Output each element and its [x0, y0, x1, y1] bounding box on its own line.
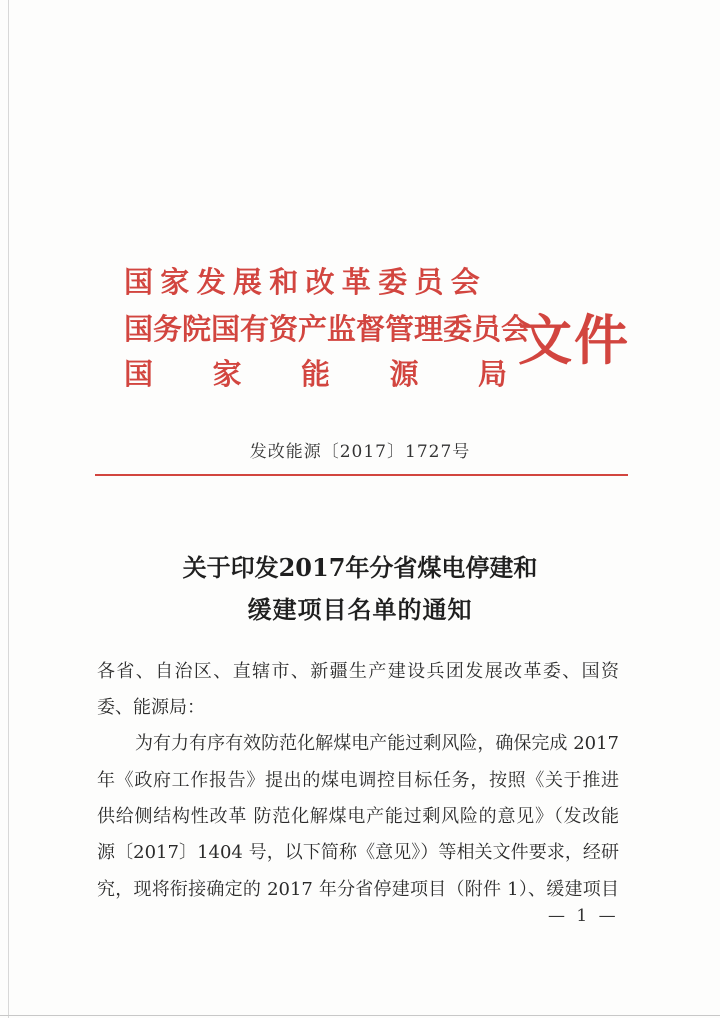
red-divider — [95, 474, 628, 476]
issuer-nea-char: 能 — [300, 357, 330, 391]
issuer-ndrc: 国家发展和改革委员会 — [124, 265, 488, 299]
issuer-nea-char: 国 — [124, 357, 154, 391]
issuer-sasac: 国务院国有资产监督管理委员会 — [124, 312, 531, 346]
body-line: 究，现将衔接确定的 2017 年分省停建项目（附件 1）、缓建项目 — [97, 879, 619, 900]
scan-edge — [0, 1015, 720, 1016]
body-line: 为有力有序有效防范化解煤电产能过剩风险，确保完成 2017 — [135, 733, 619, 754]
issuer-nea-char: 家 — [212, 357, 242, 391]
scan-edge — [8, 0, 9, 1018]
body-line: 各省、自治区、直辖市、新疆生产建设兵团发展改革委、国资 — [97, 661, 619, 682]
document-mark: 文件 — [518, 308, 630, 372]
page-number: — 1 — — [548, 906, 619, 926]
body-line: 委、能源局： — [97, 697, 205, 718]
issuer-nea-char: 源 — [389, 357, 419, 391]
document-number: 发改能源〔2017〕1727号 — [249, 442, 471, 462]
body-line: 年《政府工作报告》提出的煤电调控目标任务，按照《关于推进 — [97, 770, 619, 791]
body-line: 供给侧结构性改革 防范化解煤电产能过剩风险的意见》（发改能 — [97, 806, 619, 827]
body-line: 源〔2017〕1404 号，以下简称《意见》）等相关文件要求，经研 — [97, 842, 619, 863]
issuer-nea — [124, 352, 507, 393]
document-title-line: 关于印发2017年分省煤电停建和 — [182, 553, 538, 582]
document-title-line: 缓建项目名单的通知 — [247, 595, 473, 624]
issuer-nea-char: 局 — [477, 357, 507, 391]
